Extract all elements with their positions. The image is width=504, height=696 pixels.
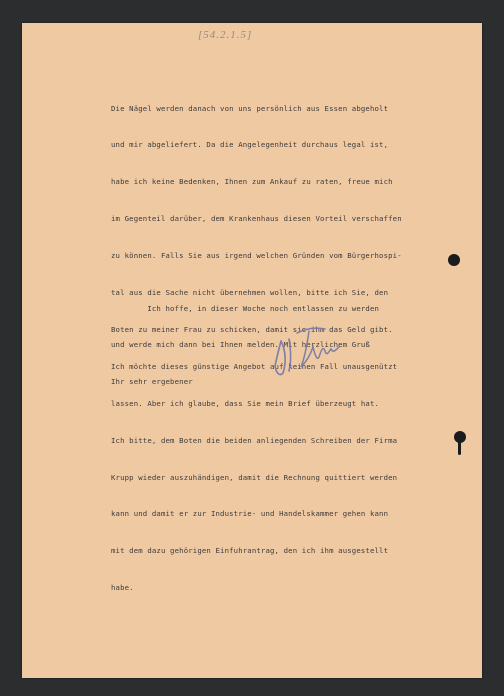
- closing-line: Ihr sehr ergebener: [111, 377, 193, 387]
- body-line: Boten zu meiner Frau zu schicken, damit sie ihm das Geld gibt.: [111, 324, 393, 334]
- body-line: kann und damit er zur Industrie- und Handelskammer gehen kann: [111, 509, 389, 519]
- body-line: Ich bitte, dem Boten die beiden anliegenden Schreiben der Firma: [111, 435, 398, 445]
- letter-page: [22, 23, 482, 678]
- closing-line: und werde mich dann bei Ihnen melden. Mit herzlichem Gruß: [111, 340, 370, 350]
- punch-hole-tail: [458, 441, 461, 455]
- body-line: im Gegenteil darüber, dem Krankenhaus diesen Vorteil verschaffen: [111, 214, 402, 224]
- body-line: habe ich keine Bedenken, Ihnen zum Ankauf zu raten, freue mich: [111, 177, 393, 187]
- body-line: lassen. Aber ich glaube, dass Sie mein Brief überzeugt hat.: [111, 398, 380, 408]
- punch-hole: [448, 254, 460, 266]
- body-line: mit dem dazu gehörigen Einfuhrantrag, den ich ihm ausgestellt: [111, 546, 389, 556]
- body-line: Die Nägel werden danach von uns persönlich aus Essen abgeholt: [111, 103, 389, 113]
- body-line: und mir abgeliefert. Da die Angelegenheit durchaus legal ist,: [111, 140, 389, 150]
- body-line: habe.: [111, 583, 134, 593]
- closing-line: Ich hoffe, in dieser Woche noch entlassen zu werden: [111, 303, 380, 313]
- body-line: tal aus die Sache nicht übernehmen wollen, bitte ich Sie, den: [111, 288, 389, 298]
- body-line: Krupp wieder auszuhändigen, damit die Rechnung quittiert werden: [111, 472, 398, 482]
- archive-pencil-note: [54.2.1.5]: [198, 29, 253, 41]
- handwritten-signature: [267, 321, 357, 381]
- body-line: Ich möchte dieses günstige Angebot auf keinen Fall unausgenützt: [111, 361, 398, 371]
- body-line: zu können. Falls Sie aus irgend welchen Gründen vom Bürgerhospi-: [111, 251, 402, 261]
